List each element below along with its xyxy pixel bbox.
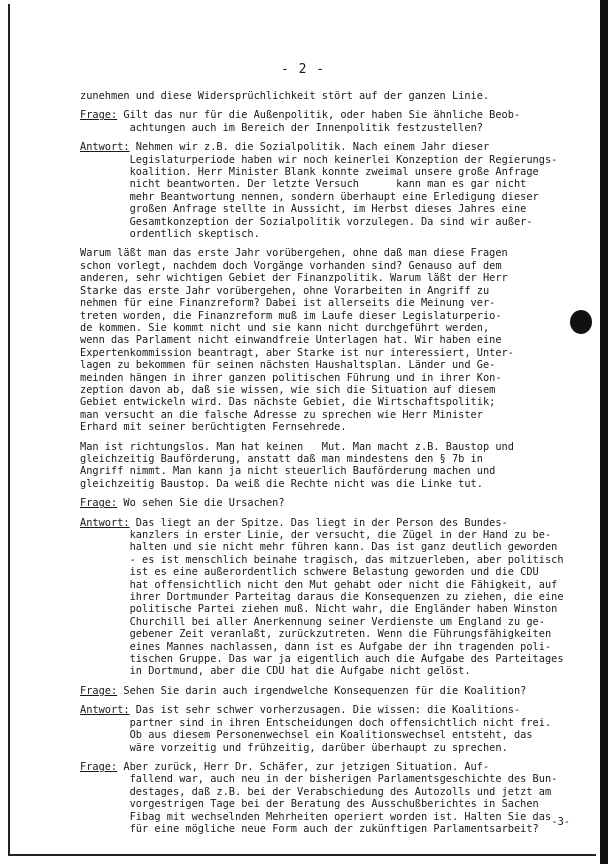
text-line: koalition. Herr Minister Blank konnte zweimal unsere große Anfrage	[80, 166, 539, 179]
text-line: vorgestrigen Tage bei der Beratung des Ausschußberichtes in Sachen	[80, 798, 539, 811]
text-line: gleichzeitig Baustop. Da weiß die Rechte nicht was die Linke tut.	[80, 477, 483, 490]
text-paragraph	[80, 247, 595, 433]
text-line: kanzlers in erster Linie, der versucht, die Zügel in der Hand zu be-	[80, 529, 552, 541]
text-line: destages, daß z.B. bei der Verabschiedung des Autozolls und jetzt am	[80, 785, 552, 798]
text-line: Man ist richtungslos. Man hat keinen Mut. Man macht z.B. Baustop und	[80, 440, 514, 453]
speaker-label: Frage:	[80, 497, 118, 510]
text-line: nicht beantworten. Der letzte Versuch kann man es gar nicht	[80, 178, 527, 191]
text-line: gebener Zeit veranlaßt, zurückzutreten. Wenn die Führungsfähigkeiten	[80, 628, 552, 641]
text-line: großen Anfrage stellte in Aussicht, im Herbst dieses Jahres eine	[80, 203, 527, 216]
text-line: Gesamtkonzeption der Sozialpolitik vorzulegen. Da sind wir außer-	[80, 215, 533, 228]
text-line: für eine mögliche neue Form auch der zukünftigen Parlamentsarbeit?	[80, 822, 539, 835]
text-line: Sehen Sie darin auch irgendwelche Konsequenzen für die Koalition?	[117, 684, 527, 697]
next-page-marker: -3-	[551, 816, 570, 828]
text-line: fallend war, auch neu in der bisherigen Parlamentsgeschichte des Bun-	[80, 773, 558, 786]
text-line: wäre vorzeitig und frühzeitig, darüber überhaupt zu sprechen.	[80, 741, 508, 754]
text-line: Gilt das nur für die Außenpolitik, oder haben Sie ähnliche Beob-	[117, 109, 521, 122]
text-line: halten und sie nicht mehr führen kann. Das ist ganz deutlich geworden	[80, 541, 558, 554]
text-line: Erhard mit seiner berüchtigten Fernsehrede.	[80, 421, 347, 434]
text-line: eines Mannes nachlassen, dann ist es Aufgabe der ihn tragenden poli-	[80, 640, 552, 653]
text-line: - es ist menschlich beinahe tragisch, das mitzuerleben, aber politisch	[80, 553, 564, 566]
page-number: - 2 -	[280, 62, 326, 77]
text-line: Churchill bei aller Anerkennung seiner Verdienste um England zu ge-	[80, 615, 545, 628]
document-body	[80, 90, 595, 842]
text-line: wenn das Parlament nicht einwandfreie Unterlagen hat. Wir haben eine	[80, 334, 502, 347]
text-line: zunehmen und diese Widersprüchlichkeit stört auf der ganzen Linie.	[80, 90, 490, 102]
text-line: Expertenkommission beantragt, aber Starke ist nur interessiert, Unter-	[80, 346, 514, 359]
answer-paragraph	[80, 704, 595, 754]
text-line: schon vorlegt, nachdem doch Vorgänge vorhanden sind? Genauso auf dem	[80, 259, 502, 272]
text-line: hat offensichtlich nicht den Mut gehabt oder nicht die Fähigkeit, auf	[80, 578, 558, 591]
text-line: Wo sehen Sie die Ursachen?	[117, 497, 285, 510]
text-line: de kommen. Sie kommt nicht und sie kann nicht durchgeführt werden,	[80, 321, 490, 334]
text-line: Aber zurück, Herr Dr. Schäfer, zur jetzigen Situation. Auf-	[117, 760, 490, 773]
speaker-label: Frage:	[80, 109, 118, 122]
text-line: Legislaturperiode haben wir noch keinerlei Konzeption der Regierungs-	[80, 153, 558, 166]
speaker-label: Antwort:	[80, 516, 130, 529]
speaker-label: Frage:	[80, 684, 118, 697]
text-line: zeption davon ab, daß sie wissen, wie sich die Situation auf diesem	[80, 383, 496, 396]
text-line: ist es eine außerordentlich schwere Belastung geworden und die CDU	[80, 566, 539, 579]
text-line: partner sind in ihren Entscheidungen doch offensichtlich nicht frei.	[80, 716, 552, 729]
text-line: treten worden, die Finanzreform muß im Laufe dieser Legislaturperio-	[80, 309, 502, 322]
text-line: Ob aus diesem Personenwechsel ein Koalitionswechsel entsteht, das	[80, 729, 533, 742]
text-line: anderen, sehr wichtigen Gebiet der Finanzpolitik. Warum läßt der Herr	[80, 272, 508, 285]
text-line: Gebiet entwickeln wird. Das nächste Gebiet, die Wirtschaftspolitik;	[80, 396, 496, 409]
answer-paragraph	[80, 141, 595, 240]
text-line: tischen Gruppe. Das war ja eigentlich auch die Aufgabe des Parteitages	[80, 653, 564, 666]
answer-paragraph	[80, 517, 595, 678]
text-line: ordentlich skeptisch.	[80, 228, 260, 241]
question-paragraph	[80, 761, 595, 835]
text-line: Das liegt an der Spitze. Das liegt in der Person des Bundes-	[129, 516, 508, 529]
text-line: ihrer Dortmunder Parteitag daraus die Konsequenzen zu ziehen, die eine	[80, 591, 564, 604]
scan-edge	[600, 0, 608, 864]
text-line: Starke das erste Jahr vorübergehen, ohne Vorarbeiten in Angriff zu	[80, 284, 490, 297]
text-line: nehmen für eine Finanzreform? Dabei ist allerseits die Meinung ver-	[80, 297, 496, 310]
text-line: mehr Beantwortung nennen, sondern überhaupt eine Erledigung dieser	[80, 190, 539, 203]
text-line: politische Partei ziehen muß. Nicht wahr, die Engländer haben Winston	[80, 603, 558, 616]
question-paragraph	[80, 685, 595, 697]
speaker-label: Frage:	[80, 760, 118, 773]
text-line: Nehmen wir z.B. die Sozialpolitik. Nach einem Jahr dieser	[129, 141, 490, 154]
text-line: Angriff nimmt. Man kann ja nicht steuerlich Bauförderung machen und	[80, 465, 496, 478]
text-line: lagen zu bekommen für seinen nächsten Haushaltsplan. Länder und Ge-	[80, 359, 496, 372]
text-line: gleichzeitig Bauförderung, anstatt daß man mindestens den § 7b in	[80, 452, 483, 465]
text-line: meinden hängen in ihrer ganzen politischen Führung und in ihrer Kon-	[80, 371, 502, 384]
text-line: achtungen auch im Bereich der Innenpolitik festzustellen?	[80, 121, 483, 134]
question-paragraph	[80, 497, 595, 509]
question-paragraph	[80, 109, 595, 134]
text-line: Fibag mit wechselnden Mehrheiten operiert worden ist. Halten Sie das	[80, 810, 552, 823]
speaker-label: Antwort:	[80, 141, 130, 154]
text-line: Das ist sehr schwer vorherzusagen. Die wissen: die Koalitions-	[129, 704, 521, 717]
text-line: man versucht an die falsche Adresse zu sprechen wie Herr Minister	[80, 408, 483, 421]
text-paragraph	[80, 441, 595, 491]
document-page	[8, 4, 596, 856]
text-paragraph	[80, 90, 595, 102]
speaker-label: Antwort:	[80, 704, 130, 717]
text-line: Warum läßt man das erste Jahr vorübergehen, ohne daß man diese Fragen	[80, 247, 508, 260]
text-line: in Dortmund, aber die CDU hat die Aufgabe nicht gelöst.	[80, 665, 471, 678]
